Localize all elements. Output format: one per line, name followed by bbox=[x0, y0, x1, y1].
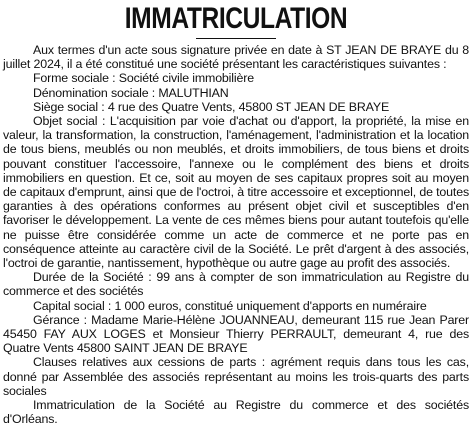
paragraph-siege-social: Siège social : 4 rue des Quatre Vents, 45800 ST JEAN DE BRAYE bbox=[33, 99, 390, 114]
paragraph-immatriculation: Immatriculation de la Société au Registre du commerce et des sociétés d'Orléans. bbox=[3, 398, 469, 426]
paragraph-forme-sociale: Forme sociale : Société civile immobilière bbox=[33, 71, 254, 86]
paragraph-objet-social: Objet social : L'acquisition par voie d'achat ou d'apport, la propriété, la mise en valeur, la transformation, la construction, l'aménagement, l'administration et la location de tous biens, meublés ou non meublés, et droits immobiliers, de tous biens et droits pouvant constituer l'accessoire, l'annexe ou le complément des biens et droits immobiliers en question. Et ce, soit au moyen de ses capitaux propres soit au moyen de capitaux d'emprunt, ainsi que de l'octroi, à titre accessoire et exceptionnel, de toutes garanties à des opérations conformes au présent objet civil et susceptibles d'en favoriser le développement. La vente de ces mêmes biens pour autant toutefois qu'elle ne puisse être considérée comme un acte de commerce et ne porte pas en conséquence atteinte au caractère civil de la Société. Le prêt d'argent à des associés, l'octroi de garantie, nantissement, hypothèque ou autre gage au profit des associés. bbox=[3, 114, 469, 271]
notice-title: IMMATRICULATION bbox=[124, 2, 348, 35]
paragraph-clauses: Clauses relatives aux cessions de parts : agrément requis dans tous les cas, donné par Assemblée des associés représentant au moins les trois-quarts des parts sociales bbox=[3, 355, 469, 398]
paragraph-duree: Durée de la Société : 99 ans à compter de son immatriculation au Registre du commerce et des sociétés bbox=[3, 270, 469, 299]
title-underline bbox=[196, 38, 276, 39]
paragraph-capital: Capital social : 1 000 euros, constitué uniquement d'apports en numéraire bbox=[33, 298, 427, 313]
paragraph-intro: Aux termes d'un acte sous signature privée en date à ST JEAN DE BRAYE du 8 juillet 2024, il a été constitué une société présentant les caractéristiques suivantes : bbox=[3, 43, 469, 72]
notice-body bbox=[3, 43, 469, 426]
paragraph-denomination: Dénomination sociale : MALUTHIAN bbox=[33, 85, 229, 100]
legal-notice bbox=[0, 2, 473, 426]
paragraph-gerance: Gérance : Madame Marie-Hélène JOUANNEAU, demeurant 115 rue Jean Parer 45450 FAY AUX LOGES et Monsieur Thierry PERRAULT, demeurant 4, rue des Quatre Vents 45800 SAINT JEAN DE BRAYE bbox=[3, 312, 469, 356]
